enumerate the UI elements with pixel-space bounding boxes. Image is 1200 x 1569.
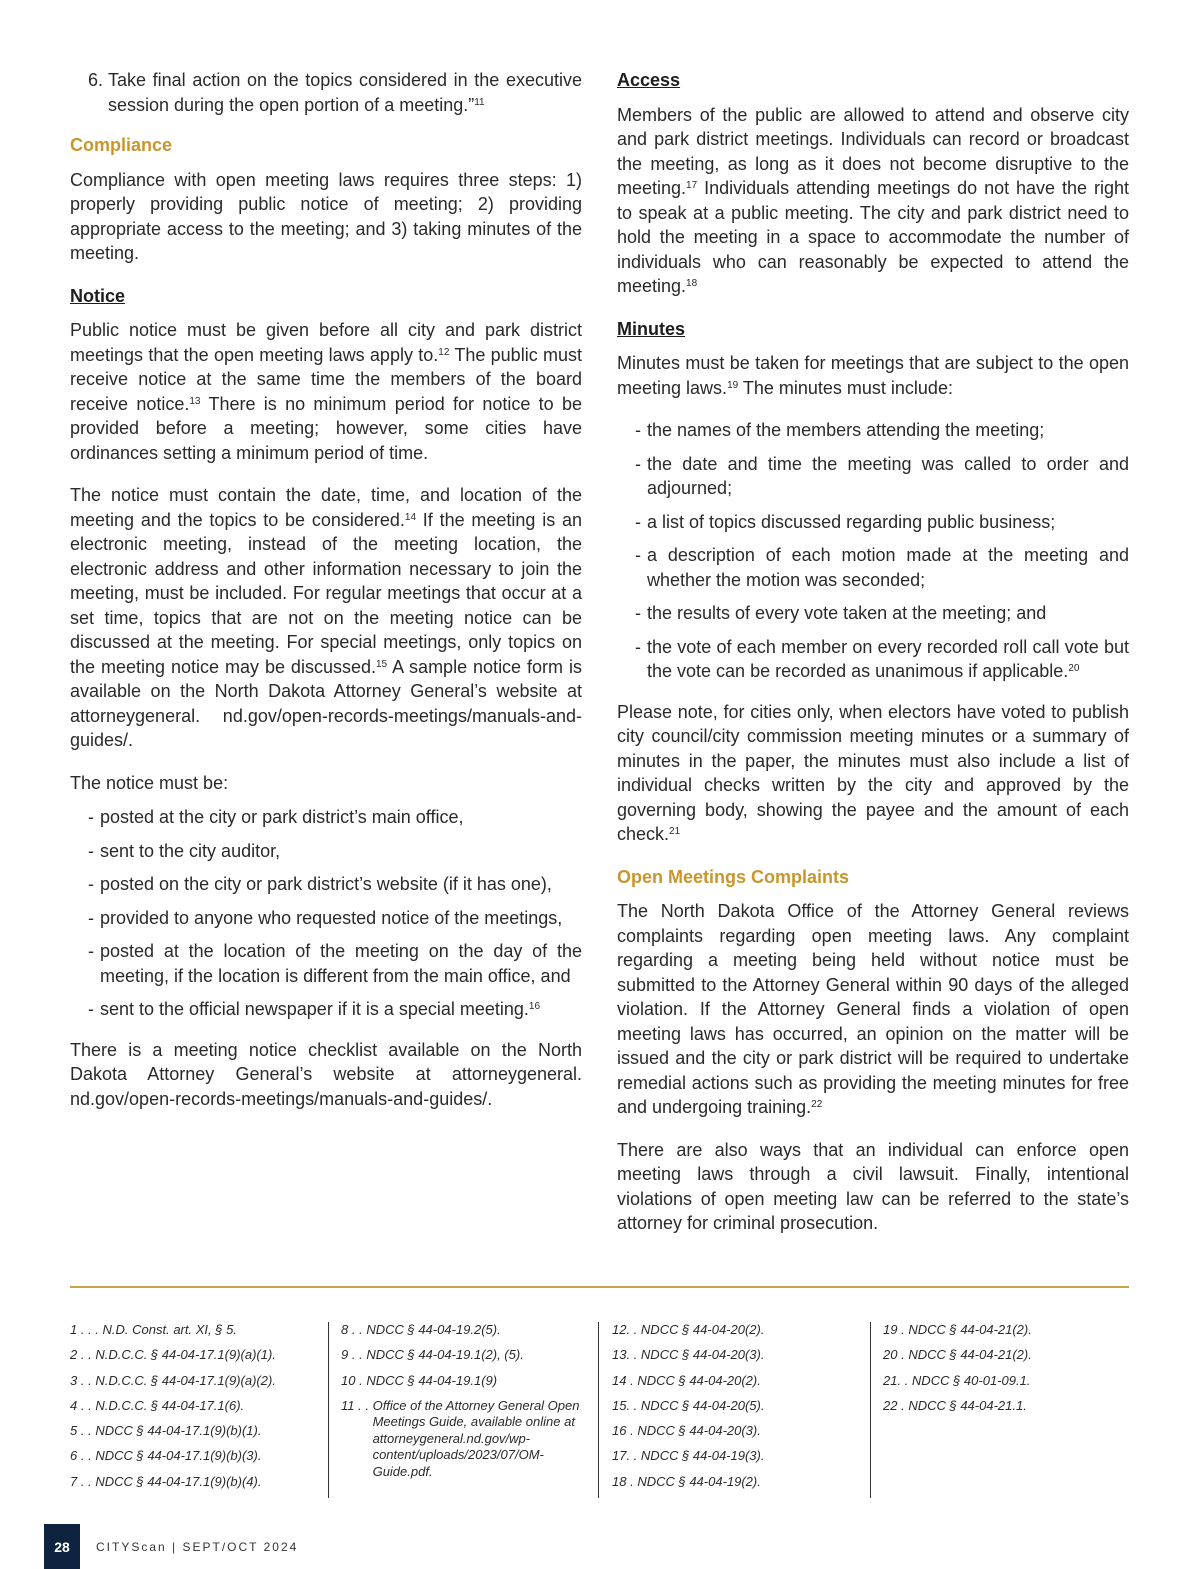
footnote: 22 . NDCC § 44-04-21.1. bbox=[883, 1397, 1027, 1413]
footnote-ref: 11 bbox=[474, 96, 485, 108]
list-item: - the names of the members attending the meeting; bbox=[635, 420, 1045, 440]
list-item: - a description of each motion made at the meeting and whether the motion was seconded; bbox=[635, 545, 1129, 590]
notice-heading: Notice bbox=[70, 285, 126, 306]
footnote-ref: 21 bbox=[669, 826, 681, 837]
footnote: 1 . . . N.D. Const. art. XI, § 5. bbox=[70, 1322, 237, 1337]
footnote-ref: 12 bbox=[438, 346, 450, 358]
footnote: 12. . NDCC § 44-04-20(2). bbox=[612, 1322, 765, 1337]
notice-paragraph-1: Public notice must be given before all city and park district meetings that the open meeting laws apply to.$^{12}$ The public must receive notice at the same time the members of the board receive notice.$^{13}$ There is no minimum period for notice to be provided before a meeting; however, some cities have ordinances setting a minimum period of time. bbox=[70, 320, 582, 463]
complaints-paragraph-1: The North Dakota Office of the Attorney General reviews complaints regarding open meeting laws. Any complaint regarding a meeting being held without notice must be submitted to the Attorney General within 90 days of the alleged violation. If the Attorney General finds a violation of open meeting laws has occurred, an opinion on the matter will be issued and the city or park district will be required to undertake remedial actions such as providing the meeting minutes for free and undergoing training.$^{22}$ bbox=[617, 901, 1129, 1117]
access-heading: Access bbox=[617, 70, 681, 90]
item-text: Take final action on the topics considered in the executive session during the open portion of a meeting.”$^{11}$ bbox=[108, 70, 582, 115]
compliance-heading: Compliance bbox=[70, 135, 173, 155]
list-item: - the date and time the meeting was called to order and adjourned; bbox=[635, 453, 1129, 498]
footnote-separator bbox=[328, 1322, 329, 1498]
footnote: 9 . . NDCC § 44-04-19.1(2), (5). bbox=[341, 1347, 524, 1363]
notice-list bbox=[70, 805, 582, 1022]
footnote-ref: 16 bbox=[528, 1001, 541, 1012]
list-item: - sent to the official newspaper if it is a special meeting.$^{16}$ bbox=[88, 999, 541, 1019]
compliance-paragraph: Compliance with open meeting laws requires three steps: 1) properly providing public notice of meeting; 2) providing appropriate access to the meeting; and 3) taking minutes of the meeting. bbox=[70, 169, 582, 263]
footnote: 13. . NDCC § 44-04-20(3). bbox=[612, 1347, 765, 1363]
item-number: 6. bbox=[88, 70, 104, 90]
right-column bbox=[617, 68, 1129, 1254]
footnotes-column-1 bbox=[70, 1322, 320, 1499]
footnote-ref: 13 bbox=[189, 395, 201, 407]
footnote: 4 . . N.D.C.C. § 44-04-17.1(6). bbox=[70, 1397, 245, 1413]
notice-paragraph-2: The notice must contain the date, time, and location of the meeting and the topics to be considered.$^{14}$ If the meeting is an electronic meeting, instead of the meeting location, the electronic address and other information necessary to join the meeting, must be included. For regular meetings that occur at a set time, topics that are not on the meeting notice can be discussed at the meeting. For special meetings, only topics on the meeting notice may be discussed.$^{15}$ A sample notice form is available on the North Dakota Attorney General’s website at attorneygeneral. nd.gov/open-records-meetings/manuals-and-guides/. bbox=[70, 485, 582, 750]
cities-paragraph: Please note, for cities only, when electors have voted to publish city council/city commission meeting minutes or a summary of minutes in the paper, the minutes must also include a list of individual checks written by the city and approved by the governing body, showing the payee and the amount of each check.$^{21}$ bbox=[617, 701, 1129, 844]
footnote-ref: 20 bbox=[1068, 663, 1080, 674]
list-item: - a list of topics discussed regarding public business; bbox=[635, 511, 1056, 532]
footnote: 10 . NDCC § 44-04-19.1(9) bbox=[341, 1372, 498, 1388]
minutes-paragraph: Minutes must be taken for meetings that are subject to the open meeting laws.$^{19}$ The minutes must include: bbox=[617, 353, 1129, 398]
page-number: 28 bbox=[44, 1524, 80, 1569]
minutes-list bbox=[617, 418, 1129, 684]
access-paragraph: Members of the public are allowed to attend and observe city and park district meetings. Individuals can record or broadcast the meeting, as long as it does not become disruptive to the meeting.$^{17}$ Individuals attending meetings do not have the right to speak at a public meeting. The city and park district need to hold the meeting in a space to accommodate the number of individuals who can reasonably be expected to attend the meeting.$^{18}$ bbox=[617, 104, 1129, 296]
footnote: 18 . NDCC § 44-04-19(2). bbox=[612, 1473, 761, 1489]
footnote: 6 . . NDCC § 44-04-17.1(9)(b)(3). bbox=[70, 1448, 262, 1464]
footnote: 20 . NDCC § 44-04-21(2). bbox=[883, 1347, 1032, 1363]
footnote: 2 . . N.D.C.C. § 44-04-17.1(9)(a)(1). bbox=[70, 1347, 276, 1363]
list-item: - the results of every vote taken at the meeting; and bbox=[635, 603, 1047, 623]
footnote-ref: 15 bbox=[375, 658, 388, 670]
list-item: - provided to anyone who requested notice of the meetings, bbox=[88, 907, 563, 928]
footnote-ref: 19 bbox=[727, 379, 739, 391]
footnote-ref: 22 bbox=[811, 1099, 823, 1110]
footnote-ref: 17 bbox=[686, 180, 698, 191]
footnote-divider bbox=[70, 1286, 1129, 1288]
footnote-separator bbox=[598, 1322, 599, 1498]
list-item: - the vote of each member on every recorded roll call vote but the vote can be recorded as unanimous if applicable.$^{20}$ bbox=[635, 636, 1129, 681]
footnote: 8 . . NDCC § 44-04-19.2(5). bbox=[341, 1322, 501, 1337]
list-item: - posted at the city or park district’s main office, bbox=[88, 807, 464, 827]
list-item: - posted on the city or park district’s website (if it has one), bbox=[88, 874, 552, 894]
checklist-paragraph: There is a meeting notice checklist available on the North Dakota Attorney General’s website at attorneygeneral. nd.gov/open-records-meetings/manuals-and-guides/. bbox=[70, 1039, 582, 1109]
numbered-item-6 bbox=[88, 68, 582, 117]
left-column bbox=[70, 68, 582, 1129]
footnote: 19 . NDCC § 44-04-21(2). bbox=[883, 1322, 1032, 1337]
footnote: 7 . . NDCC § 44-04-17.1(9)(b)(4). bbox=[70, 1473, 262, 1489]
complaints-paragraph-2: There are also ways that an individual can enforce open meeting laws through a civil lawsuit. Finally, intentional violations of open meeting law can be referred to the state’s attorney for criminal prosecution. bbox=[617, 1139, 1129, 1233]
footnote: 21. . NDCC § 40-01-09.1. bbox=[883, 1372, 1031, 1388]
list-item: - sent to the city auditor, bbox=[88, 840, 281, 861]
minutes-heading: Minutes bbox=[617, 318, 686, 339]
footnote-ref: 14 bbox=[404, 511, 417, 523]
footnote: 15. . NDCC § 44-04-20(5). bbox=[612, 1397, 765, 1413]
list-item: - posted at the location of the meeting on the day of the meeting, if the location is different from the main office, and bbox=[88, 941, 582, 986]
notice-must-be: The notice must be: bbox=[70, 772, 229, 793]
publication-label: CITYScan | SEPT/OCT 2024 bbox=[96, 1539, 299, 1554]
complaints-heading: Open Meetings Complaints bbox=[617, 866, 850, 887]
footnotes-column-4 bbox=[883, 1322, 1133, 1423]
footnote-ref: 18 bbox=[686, 278, 698, 289]
footnote-separator bbox=[870, 1322, 871, 1498]
footnotes-column-2 bbox=[341, 1322, 581, 1480]
footnote: 16 . NDCC § 44-04-20(3). bbox=[612, 1423, 761, 1439]
footnote: 5 . . NDCC § 44-04-17.1(9)(b)(1). bbox=[70, 1423, 262, 1439]
footnote: 11 . . Office of the Attorney General Open Meetings Guide, available online at attorneygeneral.nd.gov/wp-content/uploads/2023/07/OM-Guide.pdf. bbox=[341, 1397, 580, 1479]
footnote: 3 . . N.D.C.C. § 44-04-17.1(9)(a)(2). bbox=[70, 1372, 276, 1388]
footnotes-column-3 bbox=[612, 1322, 862, 1499]
footnote: 14 . NDCC § 44-04-20(2). bbox=[612, 1372, 761, 1388]
page-footer bbox=[44, 1524, 298, 1569]
footnote: 17. . NDCC § 44-04-19(3). bbox=[612, 1448, 765, 1464]
